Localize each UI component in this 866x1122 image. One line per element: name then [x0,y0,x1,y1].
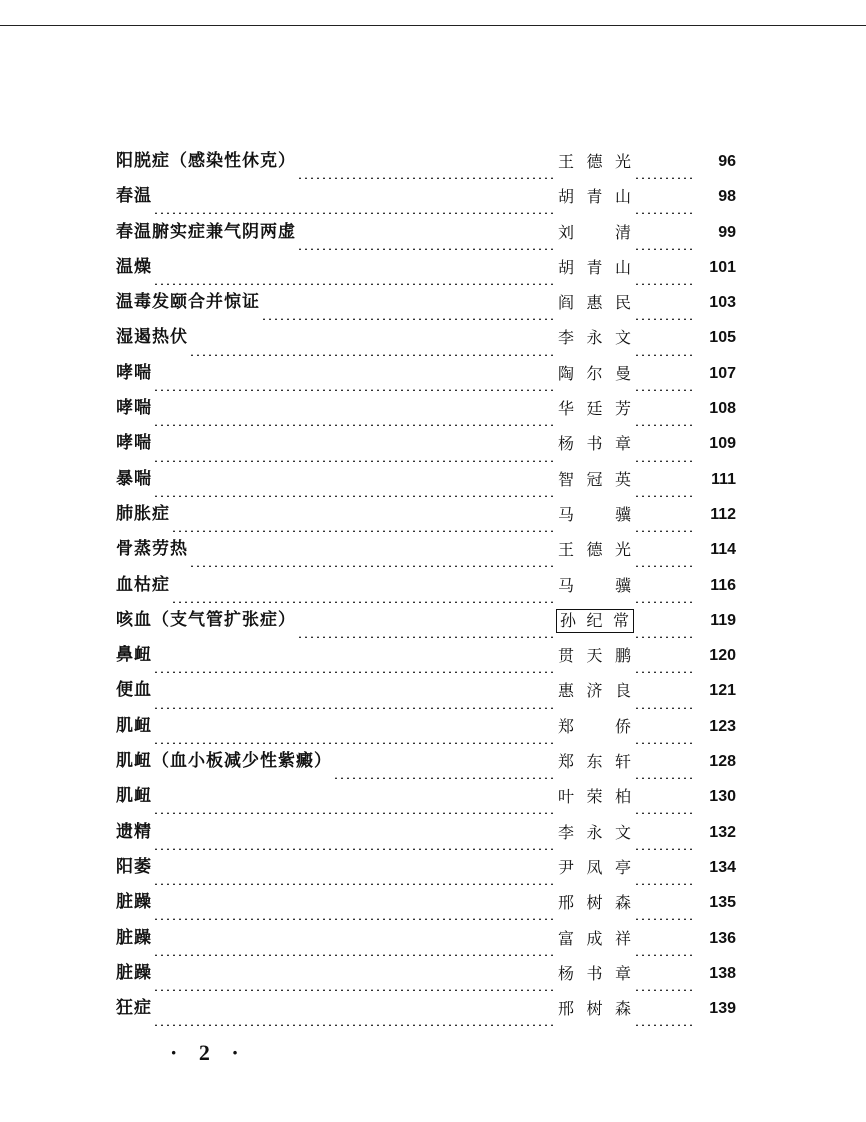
dot-leader [171,497,555,532]
toc-entry-page: 101 [709,258,736,276]
dot-leader [634,532,696,567]
dot-leader [634,356,696,391]
dot-leader [153,462,555,497]
toc-entry-title: 咳血（支气管扩张症） [116,609,296,630]
toc-entry-title: 肌衄 [116,786,152,807]
dot-leader [153,427,555,462]
dot-leader [153,779,555,814]
dot-leader [634,638,696,673]
toc-entry-author: 邢树森 [558,893,632,913]
toc-entry [116,497,736,532]
toc-entry-title: 便血 [116,680,152,701]
toc-entry-author: 王德光 [558,540,632,560]
dot-leader [634,850,696,885]
toc-entry [116,956,736,991]
dot-leader [634,885,696,920]
dot-leader [153,709,555,744]
toc-entry-author: 郑东轩 [558,752,632,772]
toc-entry-page: 114 [710,541,736,559]
dot-leader [634,215,696,250]
toc-entry-author: 贯天鹏 [558,646,632,666]
toc-entry [116,779,736,814]
toc-entry-page: 128 [709,753,736,771]
toc-entry-page: 108 [709,400,736,418]
dot-leader [634,603,696,638]
toc-entry [116,250,736,285]
dot-leader [153,815,555,850]
dot-leader [153,921,555,956]
dot-leader [634,321,696,356]
toc-entry-title: 肌衄 [116,715,152,736]
toc-entry-author: 尹凤亭 [558,857,632,877]
toc-entry-title: 遗精 [116,821,152,842]
toc-entry-author: 华廷芳 [558,399,632,419]
dot-leader [634,462,696,497]
dot-leader [634,991,696,1026]
toc-entry-title: 湿遏热伏 [116,327,188,348]
dot-leader [297,603,555,638]
toc-entry [116,638,736,673]
dot-leader [153,885,555,920]
toc-entry-page: 136 [709,929,736,947]
dot-leader [634,568,696,603]
toc-entry-title: 哮喘 [116,433,152,454]
toc-entry-author: 马 骥 [558,575,632,595]
dot-leader [153,956,555,991]
toc-entry [116,744,736,779]
table-of-contents [116,144,736,1026]
toc-entry-author: 叶荣柏 [558,787,632,807]
toc-entry-author: 惠济良 [558,681,632,701]
dot-leader [634,250,696,285]
toc-entry-author: 胡青山 [558,257,632,277]
dot-leader [153,850,555,885]
toc-entry-author: 邢树森 [558,999,632,1019]
toc-entry-author: 王德光 [558,152,632,171]
toc-entry [116,709,736,744]
toc-entry-page: 103 [709,294,736,312]
toc-entry [116,320,736,355]
toc-entry-title: 肌衄（血小板减少性紫癜） [116,751,332,772]
toc-entry-page: 120 [709,647,736,665]
toc-entry [116,991,736,1026]
toc-entry [116,144,736,179]
dot-leader [634,497,696,532]
toc-entry [116,568,736,603]
toc-entry-title: 脏躁 [116,892,152,913]
dot-leader [153,179,555,214]
dot-leader [634,779,696,814]
dot-leader [153,356,555,391]
toc-entry-title: 脏躁 [116,962,152,983]
toc-entry [116,850,736,885]
toc-entry [116,532,736,567]
toc-entry-page: 105 [709,329,736,347]
toc-entry-page: 121 [709,682,736,700]
toc-entry-page: 134 [709,858,736,876]
toc-entry-page: 112 [710,505,736,523]
toc-entry-title: 哮喘 [116,362,152,383]
toc-entry-author: 陶尔曼 [558,363,632,383]
dot-leader [189,532,555,567]
toc-entry-title: 鼻衄 [116,645,152,666]
toc-entry-title: 春温腑实症兼气阴两虚 [116,221,296,242]
dot-leader [171,568,555,603]
dot-leader [634,709,696,744]
toc-entry [116,179,736,214]
toc-entry-page: 98 [718,188,736,206]
toc-entry-author: 杨书章 [558,434,632,454]
toc-entry-page: 123 [709,717,736,735]
toc-entry-title: 肺胀症 [116,503,170,524]
toc-entry-title: 狂症 [116,998,152,1019]
dot-leader [189,321,555,356]
toc-entry-author: 刘 清 [558,222,632,242]
toc-entry [116,603,736,638]
dot-leader [153,638,555,673]
toc-entry-title: 哮喘 [116,398,152,419]
dot-leader [297,215,555,250]
dot-leader [634,179,696,214]
toc-entry-title: 脏躁 [116,927,152,948]
toc-entry-title: 暴喘 [116,468,152,489]
dot-leader [634,144,696,179]
toc-entry-title: 阳脱症（感染性休克） [116,151,296,171]
toc-entry-page: 130 [709,788,736,806]
toc-entry-title: 温燥 [116,256,152,277]
toc-entry-page: 119 [710,611,736,629]
toc-entry-author: 李永文 [558,822,632,842]
dot-leader [153,250,555,285]
toc-entry [116,462,736,497]
toc-entry [116,885,736,920]
dot-leader [634,285,696,320]
toc-entry-page: 132 [709,823,736,841]
toc-entry-author: 富成祥 [558,928,632,948]
toc-entry-page: 107 [709,364,736,382]
toc-entry-title: 温毒发颐合并惊证 [116,292,260,313]
toc-entry-page: 116 [710,576,736,594]
toc-entry-page: 138 [709,964,736,982]
toc-entry [116,215,736,250]
toc-entry-author: 阎惠民 [558,293,632,313]
page-number: · 2 · [170,1040,247,1065]
toc-entry-title: 阳萎 [116,856,152,877]
toc-entry-author: 杨书章 [558,963,632,983]
toc-entry [116,426,736,461]
toc-entry-author: 孙纪常 [556,609,634,633]
dot-leader [297,144,555,179]
dot-leader [634,815,696,850]
toc-entry [116,356,736,391]
toc-entry [116,921,736,956]
toc-entry-author: 智冠英 [558,469,632,489]
toc-entry-author: 马 骥 [558,504,632,524]
dot-leader [634,921,696,956]
toc-entry [116,673,736,708]
dot-leader [634,391,696,426]
dot-leader [634,674,696,709]
toc-entry-title: 血枯症 [116,574,170,595]
dot-leader [153,391,555,426]
toc-entry-page: 96 [718,153,736,170]
toc-entry-page: 135 [709,894,736,912]
toc-entry-page: 99 [718,223,736,241]
dot-leader [153,674,555,709]
dot-leader [634,427,696,462]
toc-entry-title: 春温 [116,186,152,207]
toc-entry-author: 郑 侨 [558,716,632,736]
top-rule [0,25,866,26]
toc-entry-author: 李永文 [558,328,632,348]
toc-entry-author: 胡青山 [558,187,632,207]
toc-entry-page: 139 [709,1000,736,1018]
toc-entry-title: 骨蒸劳热 [116,539,188,560]
dot-leader [333,744,555,779]
toc-entry-page: 111 [711,470,736,488]
toc-entry [116,285,736,320]
dot-leader [634,956,696,991]
dot-leader [634,744,696,779]
toc-entry [116,815,736,850]
toc-entry [116,391,736,426]
dot-leader [261,285,555,320]
dot-leader [153,991,555,1026]
toc-entry-page: 109 [709,435,736,453]
